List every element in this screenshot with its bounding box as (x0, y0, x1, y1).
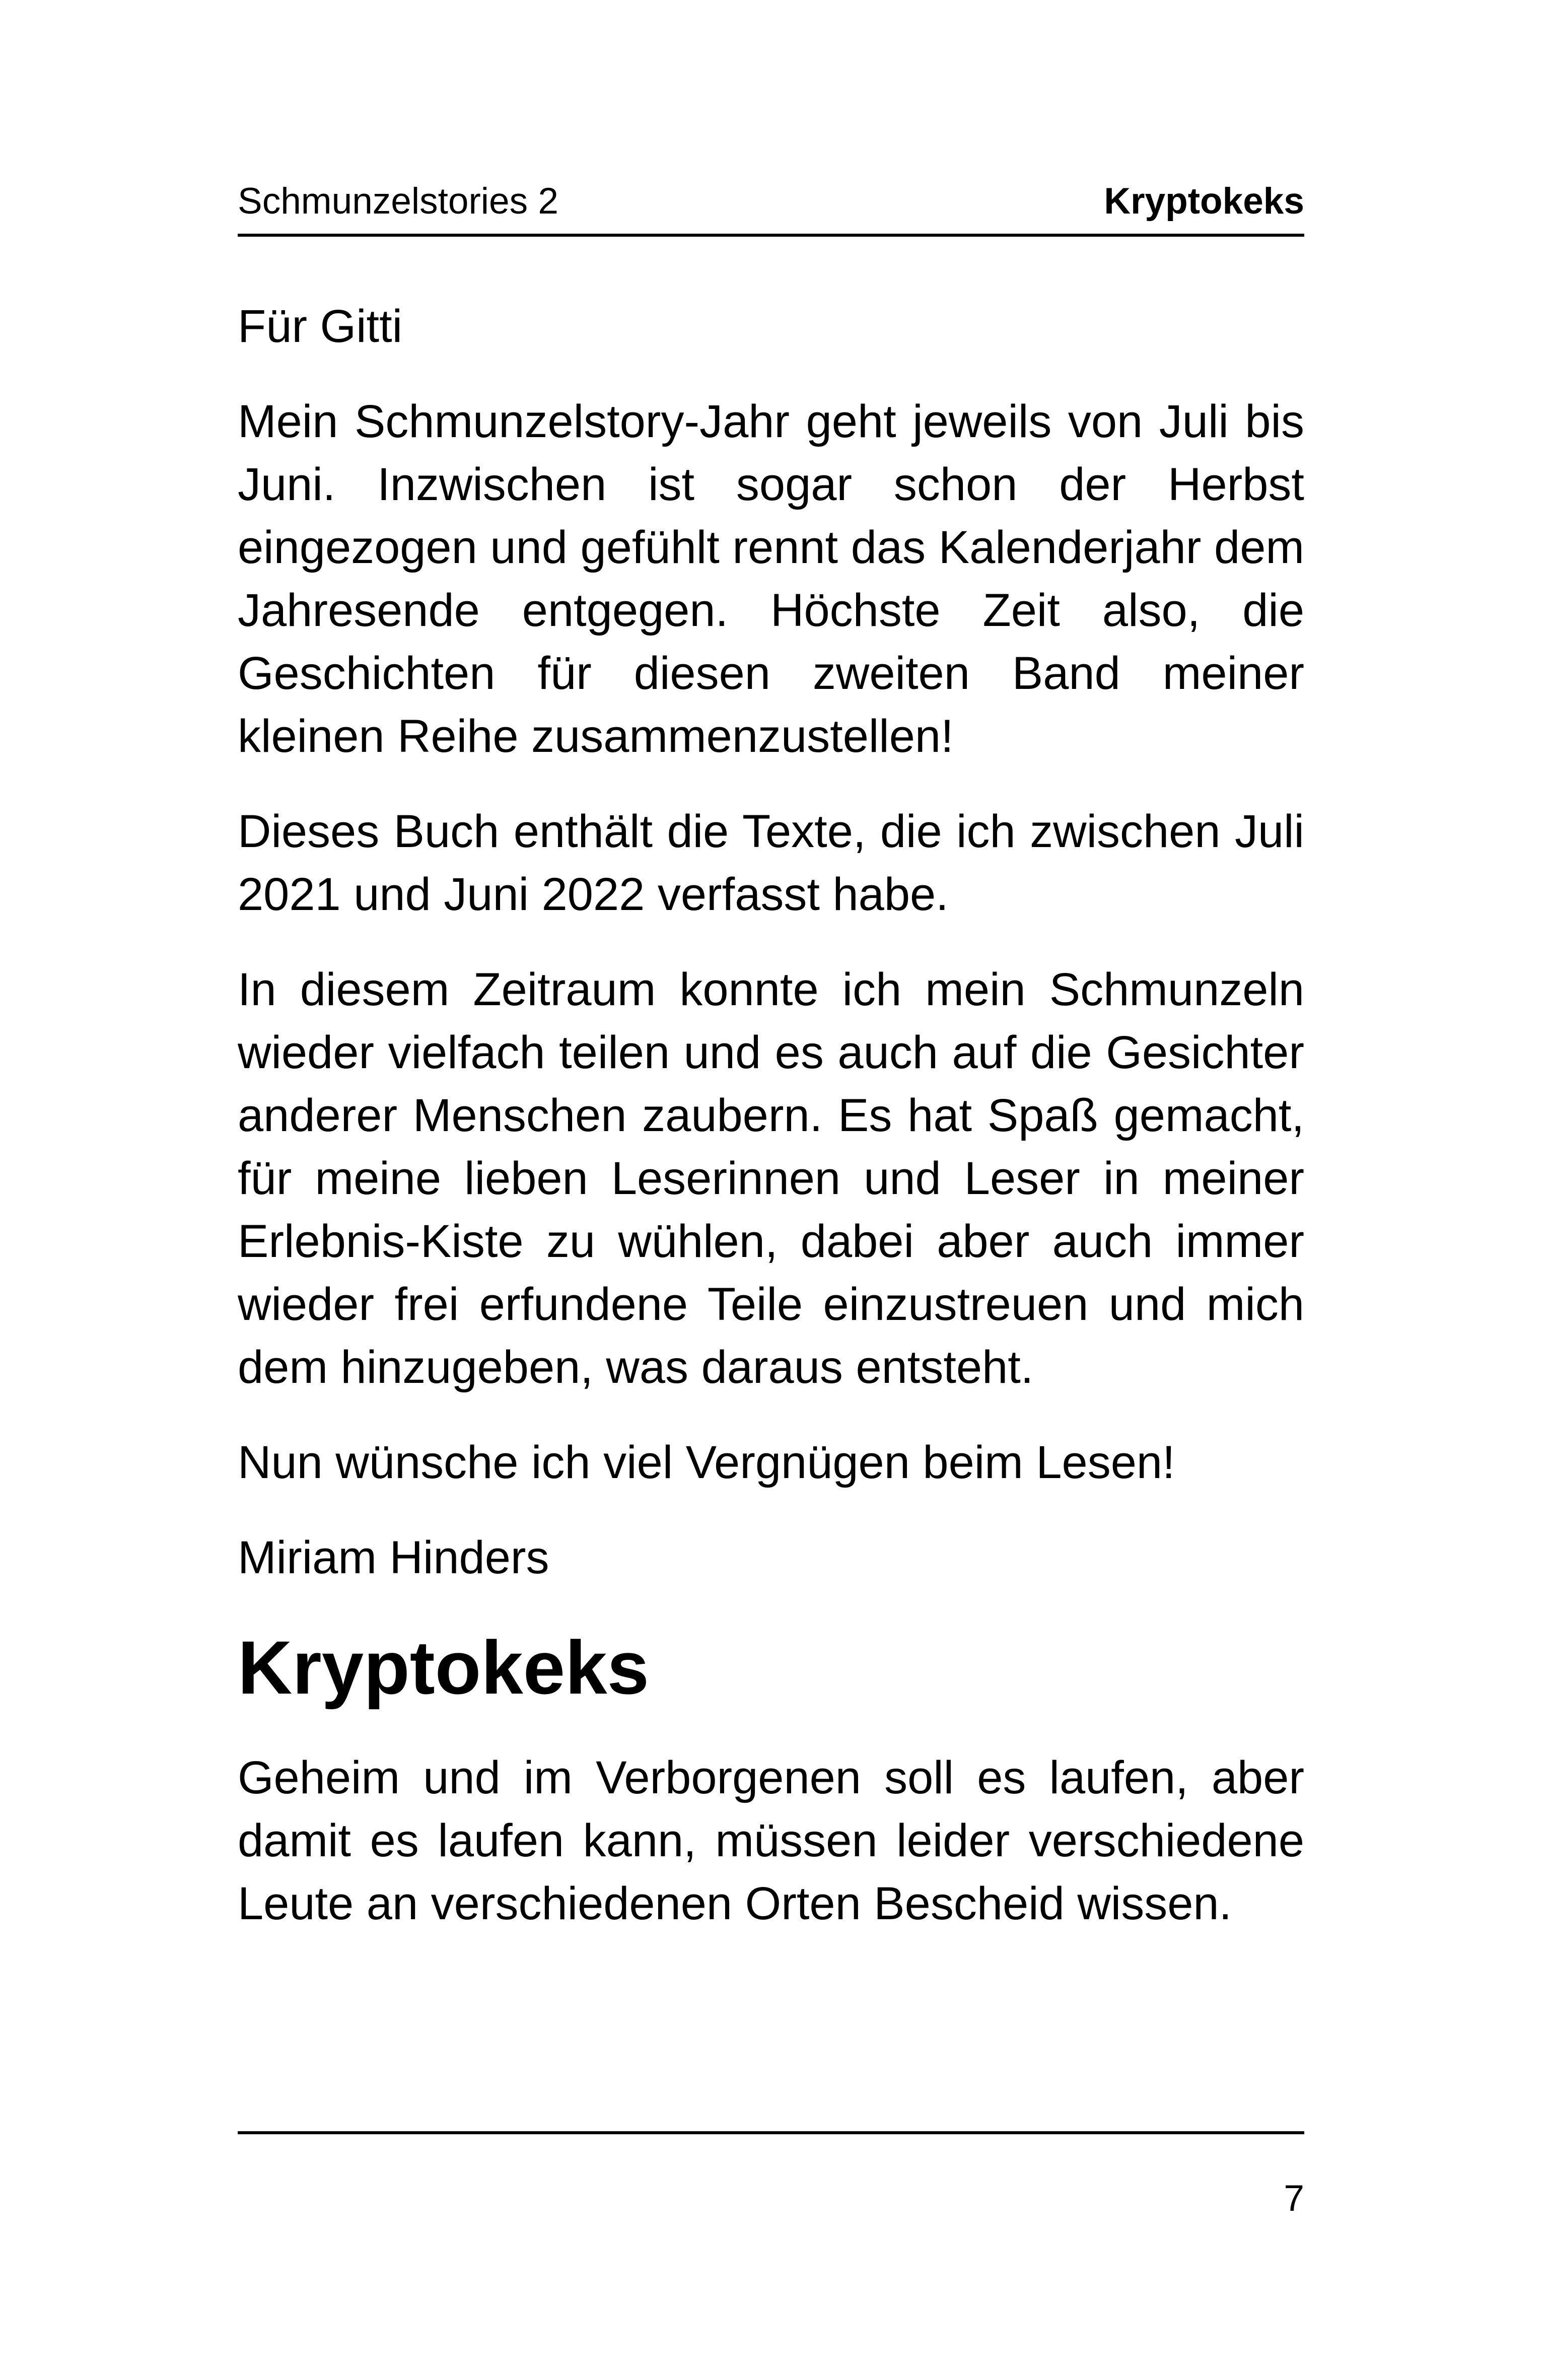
chapter-heading: Kryptokeks (238, 1625, 650, 1710)
header-divider (238, 234, 1304, 237)
page-body (238, 295, 1304, 1968)
preface-paragraph-2: Dieses Buch enthält die Texte, die ich zwischen Juli 2021 und Juni 2022 verfasst habe. (238, 806, 1304, 920)
header-chapter-title: Kryptokeks (1104, 181, 1304, 222)
dedication: Für Gitti (238, 301, 403, 352)
footer-divider (238, 2131, 1304, 2134)
header-book-title: Schmunzelstories 2 (238, 181, 559, 222)
preface-paragraph-3: In diesem Zeitraum konnte ich mein Schmunzeln wieder vielfach teilen und es auch auf die Gesichter anderer Menschen zaubern. Es hat Spaß gemacht, für meine lieben Leserinnen und Leser in meiner Erlebnis-Kiste zu wühlen, dabei aber auch immer wieder frei erfundene Teile einzustreuen und mich dem hinzugeben, was daraus entsteht. (238, 964, 1304, 1393)
preface-paragraph-4: Nun wünsche ich viel Vergnügen beim Lesen! (238, 1437, 1175, 1488)
page-number: 7 (1284, 2178, 1304, 2219)
running-header (238, 177, 1304, 238)
chapter-paragraph-1: Geheim und im Verborgenen soll es laufen, aber damit es laufen kann, müssen leider verschiedene Leute an verschiedenen Orten Bescheid wissen. (238, 1752, 1304, 1929)
preface-paragraph-1: Mein Schmunzelstory-Jahr geht jeweils von Juli bis Juni. Inzwischen ist sogar schon der Herbst eingezogen und gefühlt rennt das Kalenderjahr dem Jahresende entgegen. Höchste Zeit also, die Geschichten für diesen zweiten Band meiner kleinen Reihe zusammenzustellen! (238, 396, 1304, 762)
author-signature: Miriam Hinders (238, 1532, 549, 1583)
